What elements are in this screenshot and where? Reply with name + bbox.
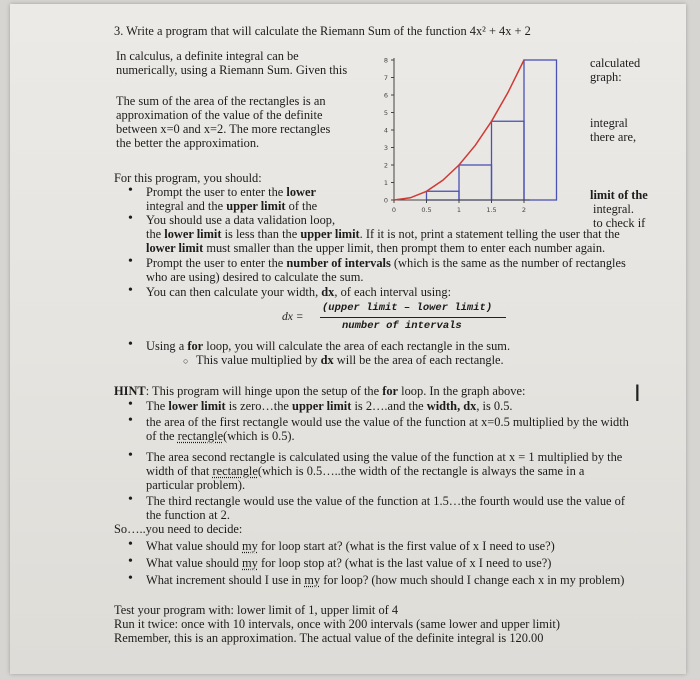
validation-line-3: lower limit must smaller than the upper limit, then prompt them to enter each number again.: [146, 241, 606, 255]
x-tick-label-2: 1: [456, 206, 462, 214]
formula-numerator: (upper limit – lower limit): [322, 302, 493, 314]
y-tick-label-2: 2: [383, 161, 388, 170]
word-calculated: calculated: [590, 56, 641, 70]
intro-line-6: the better the approximation.: [116, 136, 260, 150]
x-tick-label-4: 2: [521, 206, 527, 214]
intro-line-1: In calculus, a definite integral can be: [116, 49, 299, 63]
riemann-rectangle-2: [459, 165, 492, 200]
question-text: Write a program that will calculate the Riemann Sum of the function 4x² + 4x + 2: [126, 24, 531, 38]
decide-q1: • What value should my for loop start at? (what is the first value of x I need to use?): [146, 539, 555, 553]
bullet-prompt-limits-cont: integral and the upper limit of the: [146, 199, 318, 213]
document-page: [10, 4, 686, 674]
riemann-rectangle-3: [492, 121, 525, 200]
y-tick-label-1: 1: [383, 179, 388, 187]
intro-line-3: The sum of the area of the rectangles is an: [116, 94, 326, 108]
for-program-heading: For this program, you should:: [114, 171, 262, 185]
x-tick-label-1: 0.5: [421, 206, 432, 214]
subbullet-area: ○ This value multiplied by dx will be the area of each rectangle.: [196, 353, 504, 367]
test-line-1: Test your program with: lower limit of 1, upper limit of 4: [114, 603, 399, 617]
y-tick-label-3: 3: [383, 144, 388, 152]
y-tick-label-8: 8: [383, 56, 388, 65]
word-to-check-if: to check if: [593, 216, 646, 230]
y-tick-label-6: 6: [383, 91, 388, 100]
y-tick-label-0: 0: [383, 196, 388, 205]
intro-line-2: numerically, using a Riemann Sum. Given this: [116, 63, 348, 77]
riemann-graph: [364, 46, 574, 221]
hint-bullet-second-rect: • The area second rectangle is calculated using the value of the function at x = 1 multiplied by the: [146, 450, 622, 464]
test-line-2: Run it twice: once with 10 intervals, once with 200 intervals (same lower and upper limit): [114, 617, 560, 631]
bullet-intervals: • Prompt the user to enter the number of intervals (which is the same as the number of rectangles: [146, 256, 626, 270]
y-tick-label-5: 5: [383, 109, 388, 117]
word-graph: graph:: [590, 70, 622, 84]
intro-line-5: between x=0 and x=2. The more rectangles: [116, 122, 331, 136]
hint-third-rect-line-2: the function at 2.: [146, 508, 230, 522]
formula-denominator: number of intervals: [342, 320, 462, 332]
formula-bar: [320, 317, 506, 318]
word-integral2: integral.: [593, 202, 634, 216]
bullet-for-loop: • Using a for loop, you will calculate the area of each rectangle in the sum.: [146, 339, 510, 353]
formula-lhs: dx =: [282, 311, 304, 323]
test-line-3: Remember, this is an approximation. The actual value of the definite integral is 120.00: [114, 631, 544, 645]
riemann-rectangle-4: [524, 60, 557, 200]
intervals-line-2: who are using) desired to calculate the sum.: [146, 270, 364, 284]
bullet-validation: • You should use a data validation loop,: [146, 213, 335, 227]
intro-line-4: approximation of the value of the definite: [116, 108, 323, 122]
hint-second-rect-line-2: width of that rectangle(which is 0.5…..the width of the rectangle is always the same in a: [146, 464, 585, 478]
hint-bullet-first-rect: • the area of the first rectangle would use the value of the function at x=0.5 multiplied by the width: [146, 415, 629, 429]
bullet-width: • You can then calculate your width, dx, of each interval using:: [146, 285, 451, 299]
hint-intro: HINT: This program will hinge upon the setup of the for loop. In the graph above:: [114, 384, 526, 398]
hint-second-rect-line-3: particular problem).: [146, 478, 246, 492]
x-tick-label-3: 1.5: [486, 206, 497, 214]
word-there-are: there are,: [590, 130, 637, 144]
validation-line-2: the lower limit is less than the upper limit. If it is not, print a statement telling the user that the: [146, 227, 620, 241]
decide-q3: • What increment should I use in my for loop? (how much should I change each x in my problem): [146, 573, 624, 587]
riemann-rectangle-1: [427, 191, 460, 200]
question-number: 3.: [114, 24, 124, 38]
hint-first-rect-line-2: of the rectangle(which is 0.5).: [146, 429, 295, 443]
decide-q2: • What value should my for loop stop at? (what is the last value of x I need to use?): [146, 556, 551, 570]
question-title: [114, 24, 531, 38]
y-tick-label-7: 7: [383, 74, 388, 82]
bullet-prompt-limits: • Prompt the user to enter the lower: [146, 185, 316, 199]
decide-heading: So…..you need to decide:: [114, 522, 243, 536]
word-limit-of-the: limit of the: [590, 188, 648, 202]
y-tick-label-4: 4: [383, 126, 388, 135]
x-tick-label-0: 0: [391, 206, 397, 214]
hint-bullet-third-rect: • The third rectangle would use the value of the function at 1.5…the fourth would use the value of: [146, 494, 625, 508]
text-cursor-icon: I: [634, 380, 641, 407]
hint-bullet-limits: • The lower limit is zero…the upper limit is 2….and the width, dx, is 0.5.: [146, 399, 513, 413]
word-integral: integral: [590, 116, 628, 130]
